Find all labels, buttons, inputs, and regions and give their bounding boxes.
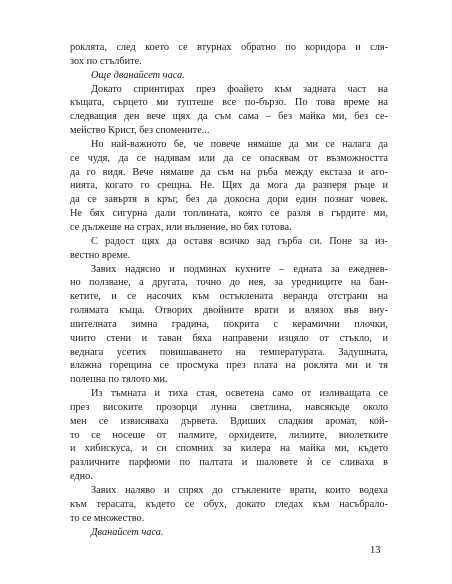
text-line: голямата къща. Отворих двойните врати и влязох във вну-	[70, 305, 388, 317]
paragraph-4	[70, 138, 388, 235]
text-line: то се множество.	[70, 512, 145, 524]
text-line: влажна горещина се просмука през плата на роклята ми и тя	[70, 360, 388, 372]
text-line: да се завъртя в кръг, без да докосна дори един познат човек.	[70, 194, 388, 206]
text-line: шителната зимна градина, покрита с керамични плочки,	[70, 318, 388, 330]
text-line: Завих наляво и спрях до стъклените врати, които водеха	[91, 485, 388, 496]
text-line: Още дванайсет часа.	[91, 69, 185, 81]
text-line: следващия ден вече щях да съм сама – без майка ми, без се-	[70, 111, 388, 123]
text-line: но ползване, а другата, точно до нея, за уредниците на бан-	[70, 277, 388, 289]
text-line: чиито стени и таван бяха направени изцяло от стъкло, и	[70, 332, 388, 344]
text-line: Дванайсет часа.	[91, 526, 164, 538]
paragraph-9	[70, 526, 388, 540]
text-line: мен се извисяваха дървета. Вдиших сладкия аромат, кой-	[70, 415, 388, 427]
text-line: вестно време.	[70, 249, 131, 261]
text-line: полепна по тялото ми.	[70, 374, 168, 386]
paragraph-5	[70, 235, 388, 263]
text-line: нията, когато го срещна. Не. Щях да мога да разперя ръце и	[70, 180, 388, 192]
text-line: се чудя, да се надявам или да се опасявам от възможността	[70, 152, 388, 164]
text-line: се дължеше на страх, или вълнение, но бях готова.	[70, 221, 292, 233]
text-line: Докато спринтирах през фоайето към задната част на	[91, 83, 388, 95]
text-line: роклята, след което се втурнах обратно по коридора и сля-	[70, 42, 388, 53]
paragraph-6	[70, 263, 388, 388]
paragraph-7	[70, 387, 388, 484]
paragraph-3	[70, 83, 388, 138]
text-line: към терасата, където се обух, докато гледах към насъбрало-	[70, 498, 388, 510]
text-line: различните парфюми по палтата и шаловете ѝ се сливаха в	[70, 457, 388, 469]
text-line: да го видя. Вече нямаше да съм на ръба между екстаза и аго-	[70, 166, 388, 178]
text-line: Не бях сигурна дали топлината, която се разля в гърдите ми,	[70, 208, 388, 220]
paragraph-2	[70, 69, 388, 83]
text-line: къщата, сърцето ми туптеше все по-бързо. По това време на	[70, 97, 388, 109]
paragraph-1	[70, 41, 388, 69]
text-line: Но най-важното бе, че повече нямаше да ми се налага да	[91, 138, 388, 150]
paragraph-8	[70, 484, 388, 526]
text-line: мейство Крист, без спомените...	[70, 125, 210, 137]
text-line: то се носеше от палмите, орхидеите, лилиите, виолетките	[70, 429, 388, 441]
text-line: С радост щях да оставя всичко зад гърба си. Поне за из-	[91, 235, 388, 247]
text-line: едно.	[70, 471, 93, 483]
text-line: кетите, и се насочих към остъклената веранда отстрани на	[70, 291, 388, 303]
text-line: веднага усетих повишаването на температурата. Задушната,	[70, 346, 388, 358]
page-number: 13	[370, 545, 381, 556]
page-body	[70, 41, 388, 539]
text-line: Завих надясно и подминах кухните – едната за ежеднев-	[91, 263, 388, 275]
text-line: Из тъмната и тиха стая, осветена само от изливащата се	[91, 388, 388, 400]
text-line: и хибискуса, и си спомних за килера на майка ми, където	[70, 443, 388, 455]
text-line: през високите прозорци лунна светлина, навсякъде около	[70, 401, 388, 413]
text-line: зох по стълбите.	[70, 55, 142, 67]
